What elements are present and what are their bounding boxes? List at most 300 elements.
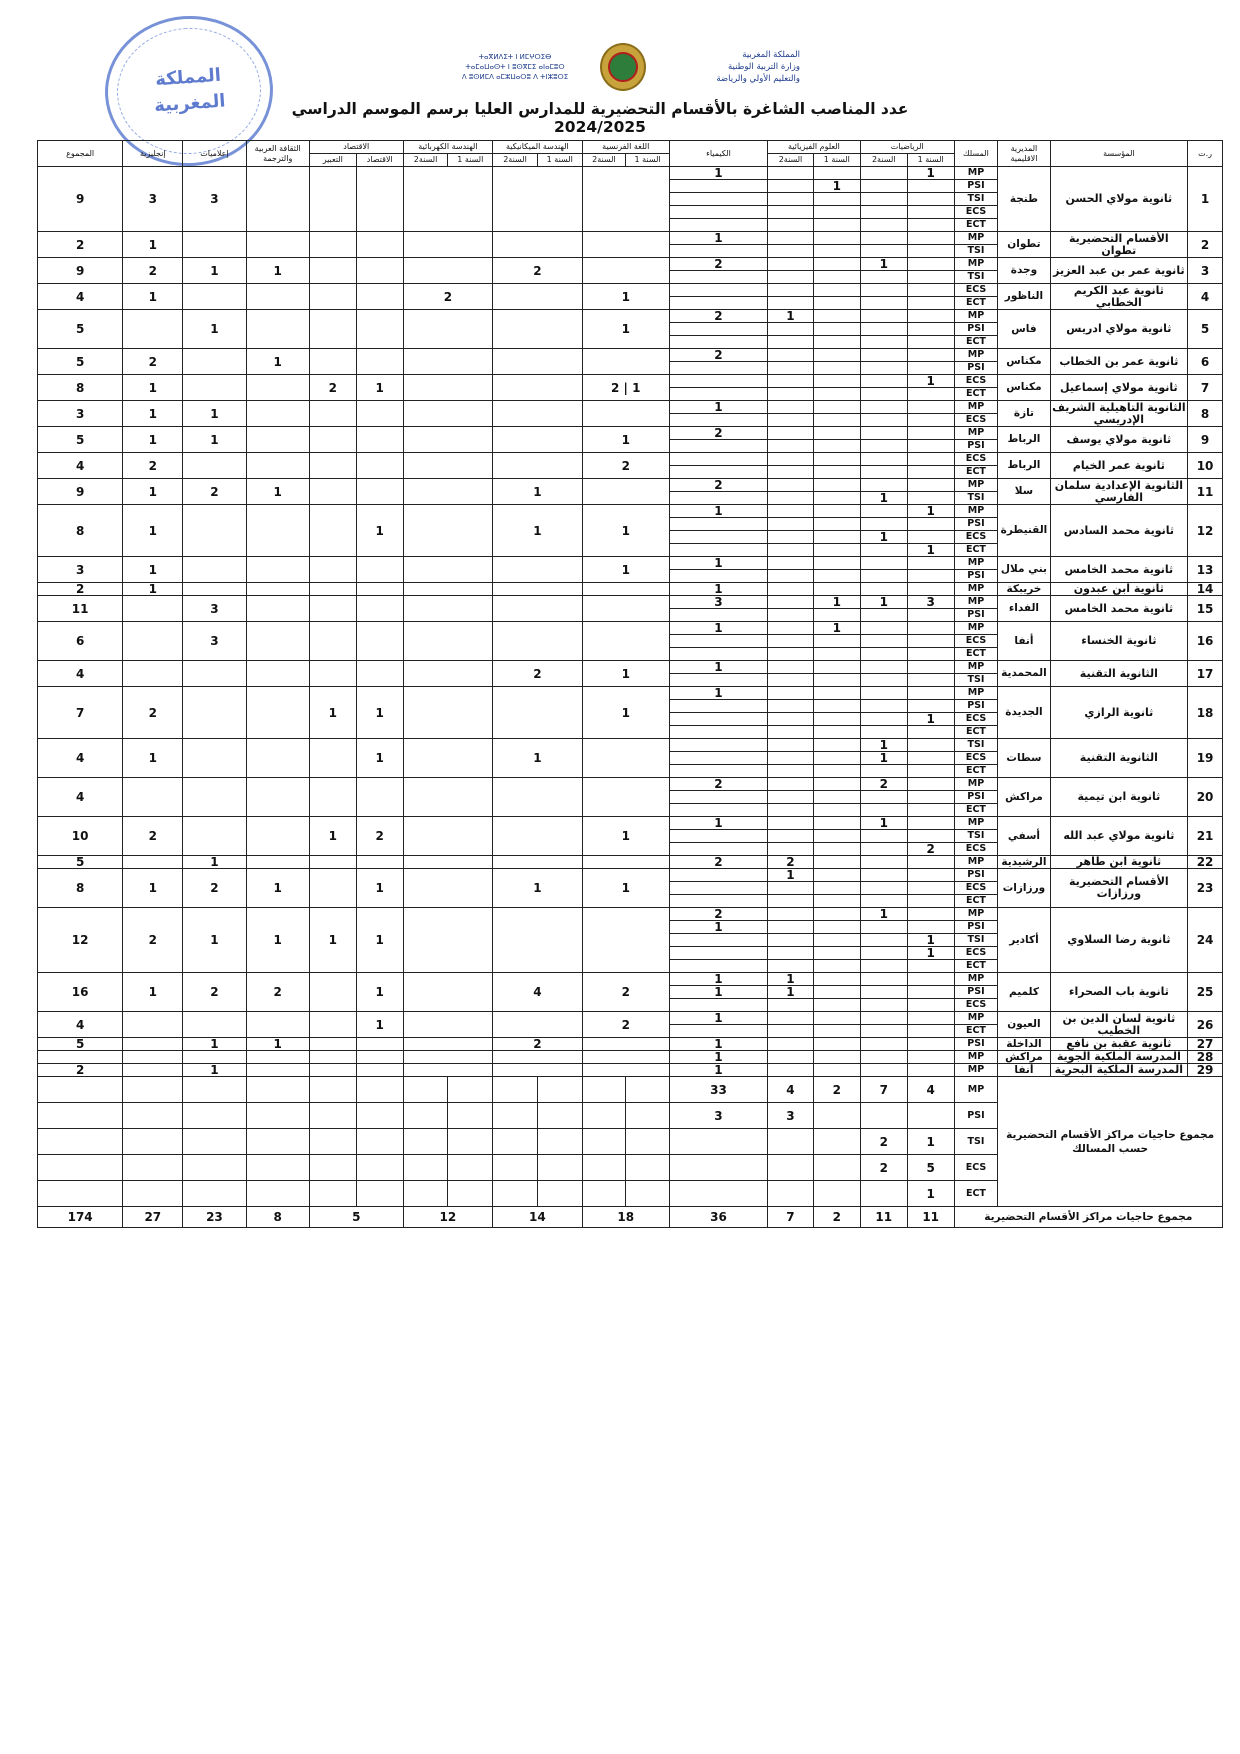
sub-y1: السنة 1: [907, 154, 954, 167]
math-y1-cell: [907, 765, 954, 778]
mech-eng-cell: [493, 817, 582, 856]
physics-y1-cell: [813, 219, 860, 232]
table-row: [38, 1012, 1223, 1025]
total-subject-cell: [768, 1155, 814, 1181]
grand-info: 23: [183, 1207, 246, 1228]
informatics-cell: [183, 778, 246, 817]
expression-cell: [309, 349, 356, 375]
institution-name: ثانوية مولاي عبد الله: [1050, 817, 1187, 856]
chemistry-cell: [669, 453, 767, 466]
empty-cell: [356, 1181, 403, 1207]
ministry-header: [455, 42, 800, 92]
row-total-cell: 11: [38, 596, 123, 622]
physics-y1-cell: [813, 505, 860, 518]
track-code: MP: [954, 232, 998, 245]
physics-y2-cell: [768, 167, 814, 180]
mech-eng-cell: [493, 310, 582, 349]
english-cell: 1: [123, 583, 183, 596]
empty-cell: [448, 1103, 493, 1129]
sub-y1: السنة 1: [537, 154, 582, 167]
arabic-culture-cell: [246, 687, 309, 739]
row-total-cell: 2: [38, 232, 123, 258]
track-code: ECT: [954, 804, 998, 817]
physics-y1-cell: [813, 453, 860, 466]
arabic-culture-cell: [246, 817, 309, 856]
grand-phys: 2: [813, 1207, 860, 1228]
economics-cell: [356, 661, 403, 687]
informatics-cell: 3: [183, 596, 246, 622]
elec-eng-cell: [403, 856, 492, 869]
table-row: [38, 739, 1223, 752]
physics-y1-cell: 1: [813, 622, 860, 635]
track-code: MP: [954, 596, 998, 609]
math-y1-cell: [907, 414, 954, 427]
table-row: [38, 557, 1223, 570]
chemistry-cell: 2: [669, 349, 767, 362]
physics-y1-cell: [813, 791, 860, 804]
physics-y2-cell: [768, 791, 814, 804]
math-y2-cell: [860, 986, 907, 999]
table-row: [38, 258, 1223, 271]
physics-y1-cell: [813, 609, 860, 622]
empty-cell: [537, 1181, 582, 1207]
row-total-cell: 5: [38, 856, 123, 869]
economics-cell: 1: [356, 869, 403, 908]
table-row: [38, 232, 1223, 245]
physics-y1-cell: [813, 830, 860, 843]
math-y1-cell: [907, 206, 954, 219]
physics-y1-cell: [813, 661, 860, 674]
empty-cell: [183, 1155, 246, 1181]
physics-y1-cell: [813, 362, 860, 375]
french-cell: 1: [582, 284, 669, 310]
physics-y1-cell: [813, 921, 860, 934]
tifinagh-block: [455, 52, 575, 82]
math-y1-cell: [907, 232, 954, 245]
english-cell: 2: [123, 349, 183, 375]
col-num: ر.ت: [1188, 141, 1223, 167]
math-y1-cell: [907, 687, 954, 700]
institution-name: ثانوية محمد السادس: [1050, 505, 1187, 557]
empty-cell: [123, 1103, 183, 1129]
physics-y1-cell: [813, 908, 860, 921]
chemistry-cell: [669, 336, 767, 349]
chemistry-cell: 2: [669, 856, 767, 869]
track-code: MP: [954, 401, 998, 414]
physics-y1-cell: [813, 739, 860, 752]
expression-cell: [309, 232, 356, 258]
row-number: 5: [1188, 310, 1223, 349]
total-subject-cell: 7: [860, 1077, 907, 1103]
math-y1-cell: [907, 310, 954, 323]
physics-y1-cell: [813, 778, 860, 791]
arabic-culture-cell: [246, 427, 309, 453]
physics-y1-cell: [813, 1012, 860, 1025]
chemistry-cell: [669, 804, 767, 817]
track-code: ECT: [954, 388, 998, 401]
ministry-line: وزارة التربية الوطنية: [727, 62, 800, 72]
math-y1-cell: [907, 349, 954, 362]
row-number: 18: [1188, 687, 1223, 739]
math-y1-cell: [907, 531, 954, 544]
physics-y1-cell: [813, 297, 860, 310]
chemistry-cell: [669, 726, 767, 739]
chemistry-cell: [669, 284, 767, 297]
chemistry-cell: 1: [669, 1051, 767, 1064]
empty-cell: [582, 1155, 626, 1181]
arabic-culture-cell: 1: [246, 908, 309, 973]
english-cell: 2: [123, 453, 183, 479]
track-code: ECT: [954, 1181, 998, 1207]
math-y1-cell: 1: [907, 375, 954, 388]
math-y2-cell: [860, 466, 907, 479]
table-row: [38, 284, 1223, 297]
french-cell: [582, 596, 669, 622]
mech-eng-cell: [493, 401, 582, 427]
economics-cell: [356, 557, 403, 583]
economics-cell: 2: [356, 817, 403, 856]
track-code: PSI: [954, 440, 998, 453]
physics-y2-cell: 2: [768, 856, 814, 869]
row-number: 10: [1188, 453, 1223, 479]
empty-cell: [38, 1181, 123, 1207]
provincial-direction: مكناس: [998, 375, 1050, 401]
empty-cell: [582, 1103, 626, 1129]
provincial-direction: سطات: [998, 739, 1050, 778]
physics-y1-cell: [813, 167, 860, 180]
mech-eng-cell: [493, 583, 582, 596]
physics-y2-cell: [768, 830, 814, 843]
english-cell: [123, 1064, 183, 1077]
arabic-culture-cell: 1: [246, 349, 309, 375]
row-total-cell: 9: [38, 479, 123, 505]
total-subject-cell: 3: [768, 1103, 814, 1129]
economics-cell: [356, 583, 403, 596]
physics-y1-cell: [813, 544, 860, 557]
expression-cell: [309, 1012, 356, 1038]
tifinagh-line: ⵜⴰⵎⴰⵡⴰⵙⵜ ⵏ ⵓⵙⴳⵎⵉ ⴰⵏⴰⵎⵓⵔ: [465, 63, 565, 71]
physics-y2-cell: [768, 583, 814, 596]
physics-y1-cell: [813, 232, 860, 245]
empty-cell: [183, 1077, 246, 1103]
physics-y2-cell: [768, 349, 814, 362]
track-code: ECS: [954, 635, 998, 648]
math-y1-cell: [907, 362, 954, 375]
track-code: PSI: [954, 986, 998, 999]
institution-name: ثانوية ابن طاهر: [1050, 856, 1187, 869]
math-y1-cell: 1: [907, 947, 954, 960]
empty-cell: [123, 1155, 183, 1181]
track-code: MP: [954, 505, 998, 518]
provincial-direction: طنجة: [998, 167, 1050, 232]
math-y1-cell: [907, 557, 954, 570]
sub-y2: السنة2: [860, 154, 907, 167]
english-cell: 1: [123, 479, 183, 505]
track-code: TSI: [954, 245, 998, 258]
table-row: [38, 596, 1223, 609]
physics-y1-cell: [813, 323, 860, 336]
chemistry-cell: [669, 375, 767, 388]
chemistry-cell: 1: [669, 661, 767, 674]
mech-eng-cell: [493, 856, 582, 869]
provincial-direction: مراكش: [998, 778, 1050, 817]
math-y2-cell: [860, 947, 907, 960]
row-total-cell: 2: [38, 583, 123, 596]
track-code: ECS: [954, 947, 998, 960]
physics-y2-cell: [768, 596, 814, 609]
empty-cell: [246, 1181, 309, 1207]
math-y1-cell: [907, 1051, 954, 1064]
chemistry-cell: 2: [669, 778, 767, 791]
table-row: [38, 1038, 1223, 1051]
french-cell: [582, 908, 669, 973]
physics-y2-cell: [768, 648, 814, 661]
math-y1-cell: [907, 297, 954, 310]
informatics-cell: [183, 349, 246, 375]
physics-y2-cell: [768, 466, 814, 479]
math-y1-cell: 3: [907, 596, 954, 609]
institution-name: ثانوية ابن عبدون: [1050, 583, 1187, 596]
physics-y1-cell: [813, 817, 860, 830]
row-total-cell: 9: [38, 167, 123, 232]
physics-y2-cell: [768, 232, 814, 245]
informatics-cell: 3: [183, 167, 246, 232]
physics-y2-cell: [768, 362, 814, 375]
physics-y1-cell: 1: [813, 596, 860, 609]
arabic-culture-cell: [246, 1012, 309, 1038]
provincial-direction: الرباط: [998, 427, 1050, 453]
math-y2-cell: [860, 856, 907, 869]
row-total-cell: 4: [38, 284, 123, 310]
sub-y2: السنة2: [403, 154, 448, 167]
math-y1-cell: 1: [907, 713, 954, 726]
empty-cell: [309, 1077, 356, 1103]
provincial-direction: سلا: [998, 479, 1050, 505]
english-cell: 2: [123, 908, 183, 973]
institution-name: الثانوية التاهيلية الشريف الإدريسي: [1052, 400, 1186, 426]
french-cell: 1: [582, 661, 669, 687]
chemistry-cell: [669, 544, 767, 557]
empty-cell: [626, 1155, 670, 1181]
math-y2-cell: [860, 310, 907, 323]
math-y2-cell: [860, 570, 907, 583]
empty-cell: [626, 1129, 670, 1155]
physics-y2-cell: [768, 687, 814, 700]
arabic-culture-cell: 1: [246, 479, 309, 505]
provincial-direction: أسفي: [998, 817, 1050, 856]
table-row: [38, 622, 1223, 635]
french-cell: 1: [582, 687, 669, 739]
english-cell: 1: [123, 427, 183, 453]
chemistry-cell: 3: [669, 596, 767, 609]
ministry-name: [670, 49, 800, 85]
physics-y2-cell: [768, 622, 814, 635]
chemistry-cell: [669, 752, 767, 765]
provincial-direction: المحمدية: [998, 661, 1050, 687]
provincial-direction: الفداء: [998, 596, 1050, 622]
row-number: 27: [1188, 1038, 1223, 1051]
chemistry-cell: [669, 934, 767, 947]
french-cell: 1: [582, 310, 669, 349]
physics-y2-cell: [768, 908, 814, 921]
empty-cell: [38, 1155, 123, 1181]
sub-y1: السنة 1: [813, 154, 860, 167]
track-code: PSI: [954, 869, 998, 882]
physics-y1-cell: [813, 713, 860, 726]
expression-cell: [309, 401, 356, 427]
institution-name: الثانوية الإعدادية سلمان الفارسي: [1050, 479, 1187, 505]
physics-y1-cell: [813, 804, 860, 817]
track-code: TSI: [954, 674, 998, 687]
physics-y1-cell: [813, 258, 860, 271]
table-row: [38, 479, 1223, 492]
math-y2-cell: [860, 375, 907, 388]
total-subject-cell: [768, 1181, 814, 1207]
row-total-cell: 3: [38, 401, 123, 427]
physics-y2-cell: 1: [768, 986, 814, 999]
mech-eng-cell: 1: [493, 479, 582, 505]
arabic-culture-cell: [246, 1051, 309, 1064]
provincial-direction: العيون: [998, 1012, 1050, 1038]
table-row: [38, 349, 1223, 362]
physics-y2-cell: [768, 1025, 814, 1038]
table-row: [38, 856, 1223, 869]
empty-cell: [246, 1155, 309, 1181]
math-y2-cell: [860, 180, 907, 193]
physics-y1-cell: [813, 531, 860, 544]
mech-eng-cell: [493, 596, 582, 622]
provincial-direction: فاس: [998, 310, 1050, 349]
track-code: ECS: [954, 375, 998, 388]
math-y2-cell: [860, 791, 907, 804]
elec-eng-cell: [403, 479, 492, 505]
track-code: ECT: [954, 895, 998, 908]
informatics-cell: [183, 687, 246, 739]
mech-eng-cell: [493, 778, 582, 817]
col-econ: الاقتصاد: [309, 141, 403, 154]
math-y1-cell: [907, 726, 954, 739]
informatics-cell: 1: [183, 1064, 246, 1077]
economics-cell: [356, 258, 403, 284]
row-total-cell: 4: [38, 1012, 123, 1038]
expression-cell: [309, 310, 356, 349]
math-y1-cell: [907, 791, 954, 804]
physics-y2-cell: [768, 1064, 814, 1077]
math-y2-cell: [860, 271, 907, 284]
chemistry-cell: [669, 960, 767, 973]
arabic-culture-cell: [246, 453, 309, 479]
chemistry-cell: [669, 895, 767, 908]
economics-cell: [356, 1038, 403, 1051]
track-code: MP: [954, 908, 998, 921]
french-cell: [582, 1064, 669, 1077]
math-y2-cell: [860, 765, 907, 778]
math-y1-cell: [907, 518, 954, 531]
math-y2-cell: [860, 609, 907, 622]
math-y1-cell: [907, 700, 954, 713]
sub-expression: التعبير: [309, 154, 356, 167]
grand-total-label: مجموع حاجيات مراكز الأقسام التحضيرية: [954, 1207, 1222, 1228]
french-cell: [582, 232, 669, 258]
empty-cell: [309, 1103, 356, 1129]
row-total-cell: 4: [38, 453, 123, 479]
math-y2-cell: [860, 882, 907, 895]
institution-name: ثانوية الرازي: [1050, 687, 1187, 739]
chemistry-cell: [669, 271, 767, 284]
math-y1-cell: [907, 960, 954, 973]
math-y1-cell: [907, 609, 954, 622]
physics-y2-cell: [768, 414, 814, 427]
math-y1-cell: [907, 895, 954, 908]
physics-y2-cell: [768, 219, 814, 232]
mech-eng-cell: 2: [493, 661, 582, 687]
physics-y1-cell: [813, 557, 860, 570]
french-cell: 1: [582, 869, 669, 908]
physics-y1-cell: [813, 726, 860, 739]
physics-y1-cell: [813, 401, 860, 414]
arabic-culture-cell: [246, 375, 309, 401]
row-number: 20: [1188, 778, 1223, 817]
table-row: [38, 973, 1223, 986]
empty-cell: [448, 1181, 493, 1207]
empty-cell: [183, 1129, 246, 1155]
physics-y1-cell: [813, 999, 860, 1012]
informatics-cell: 1: [183, 427, 246, 453]
mech-eng-cell: [493, 1012, 582, 1038]
col-math: الرياضيات: [860, 141, 954, 154]
physics-y2-cell: [768, 557, 814, 570]
physics-y1-cell: [813, 986, 860, 999]
arabic-culture-cell: [246, 310, 309, 349]
track-code: MP: [954, 583, 998, 596]
english-cell: 1: [123, 232, 183, 258]
grand-chem: 36: [669, 1207, 767, 1228]
french-cell: [582, 401, 669, 427]
physics-y1-cell: [813, 206, 860, 219]
math-y1-cell: [907, 804, 954, 817]
economics-cell: [356, 310, 403, 349]
french-cell: 2: [582, 1012, 669, 1038]
math-y1-cell: [907, 635, 954, 648]
mech-eng-cell: 2: [493, 1038, 582, 1051]
track-code: MP: [954, 778, 998, 791]
elec-eng-cell: [403, 453, 492, 479]
informatics-cell: 1: [183, 908, 246, 973]
english-cell: 1: [123, 401, 183, 427]
institution-name: ثانوية محمد الخامس: [1050, 596, 1187, 622]
economics-cell: [356, 778, 403, 817]
track-code: MP: [954, 817, 998, 830]
empty-cell: [403, 1155, 448, 1181]
tifinagh-line: ⵜⴰⴳⵍⴷⵉⵜ ⵏ ⵍⵎⵖⵔⵉⴱ: [478, 53, 552, 61]
economics-cell: [356, 622, 403, 661]
empty-cell: [537, 1129, 582, 1155]
english-cell: 1: [123, 973, 183, 1012]
math-y1-cell: [907, 921, 954, 934]
chemistry-cell: [669, 492, 767, 505]
track-code: PSI: [954, 921, 998, 934]
track-code: ECT: [954, 765, 998, 778]
physics-y2-cell: [768, 518, 814, 531]
economics-cell: [356, 1051, 403, 1064]
chemistry-cell: [669, 531, 767, 544]
physics-y2-cell: [768, 440, 814, 453]
informatics-cell: [183, 453, 246, 479]
grand-arabic: 8: [246, 1207, 309, 1228]
sub-y1: السنة 1: [626, 154, 670, 167]
physics-y2-cell: [768, 765, 814, 778]
row-number: 17: [1188, 661, 1223, 687]
